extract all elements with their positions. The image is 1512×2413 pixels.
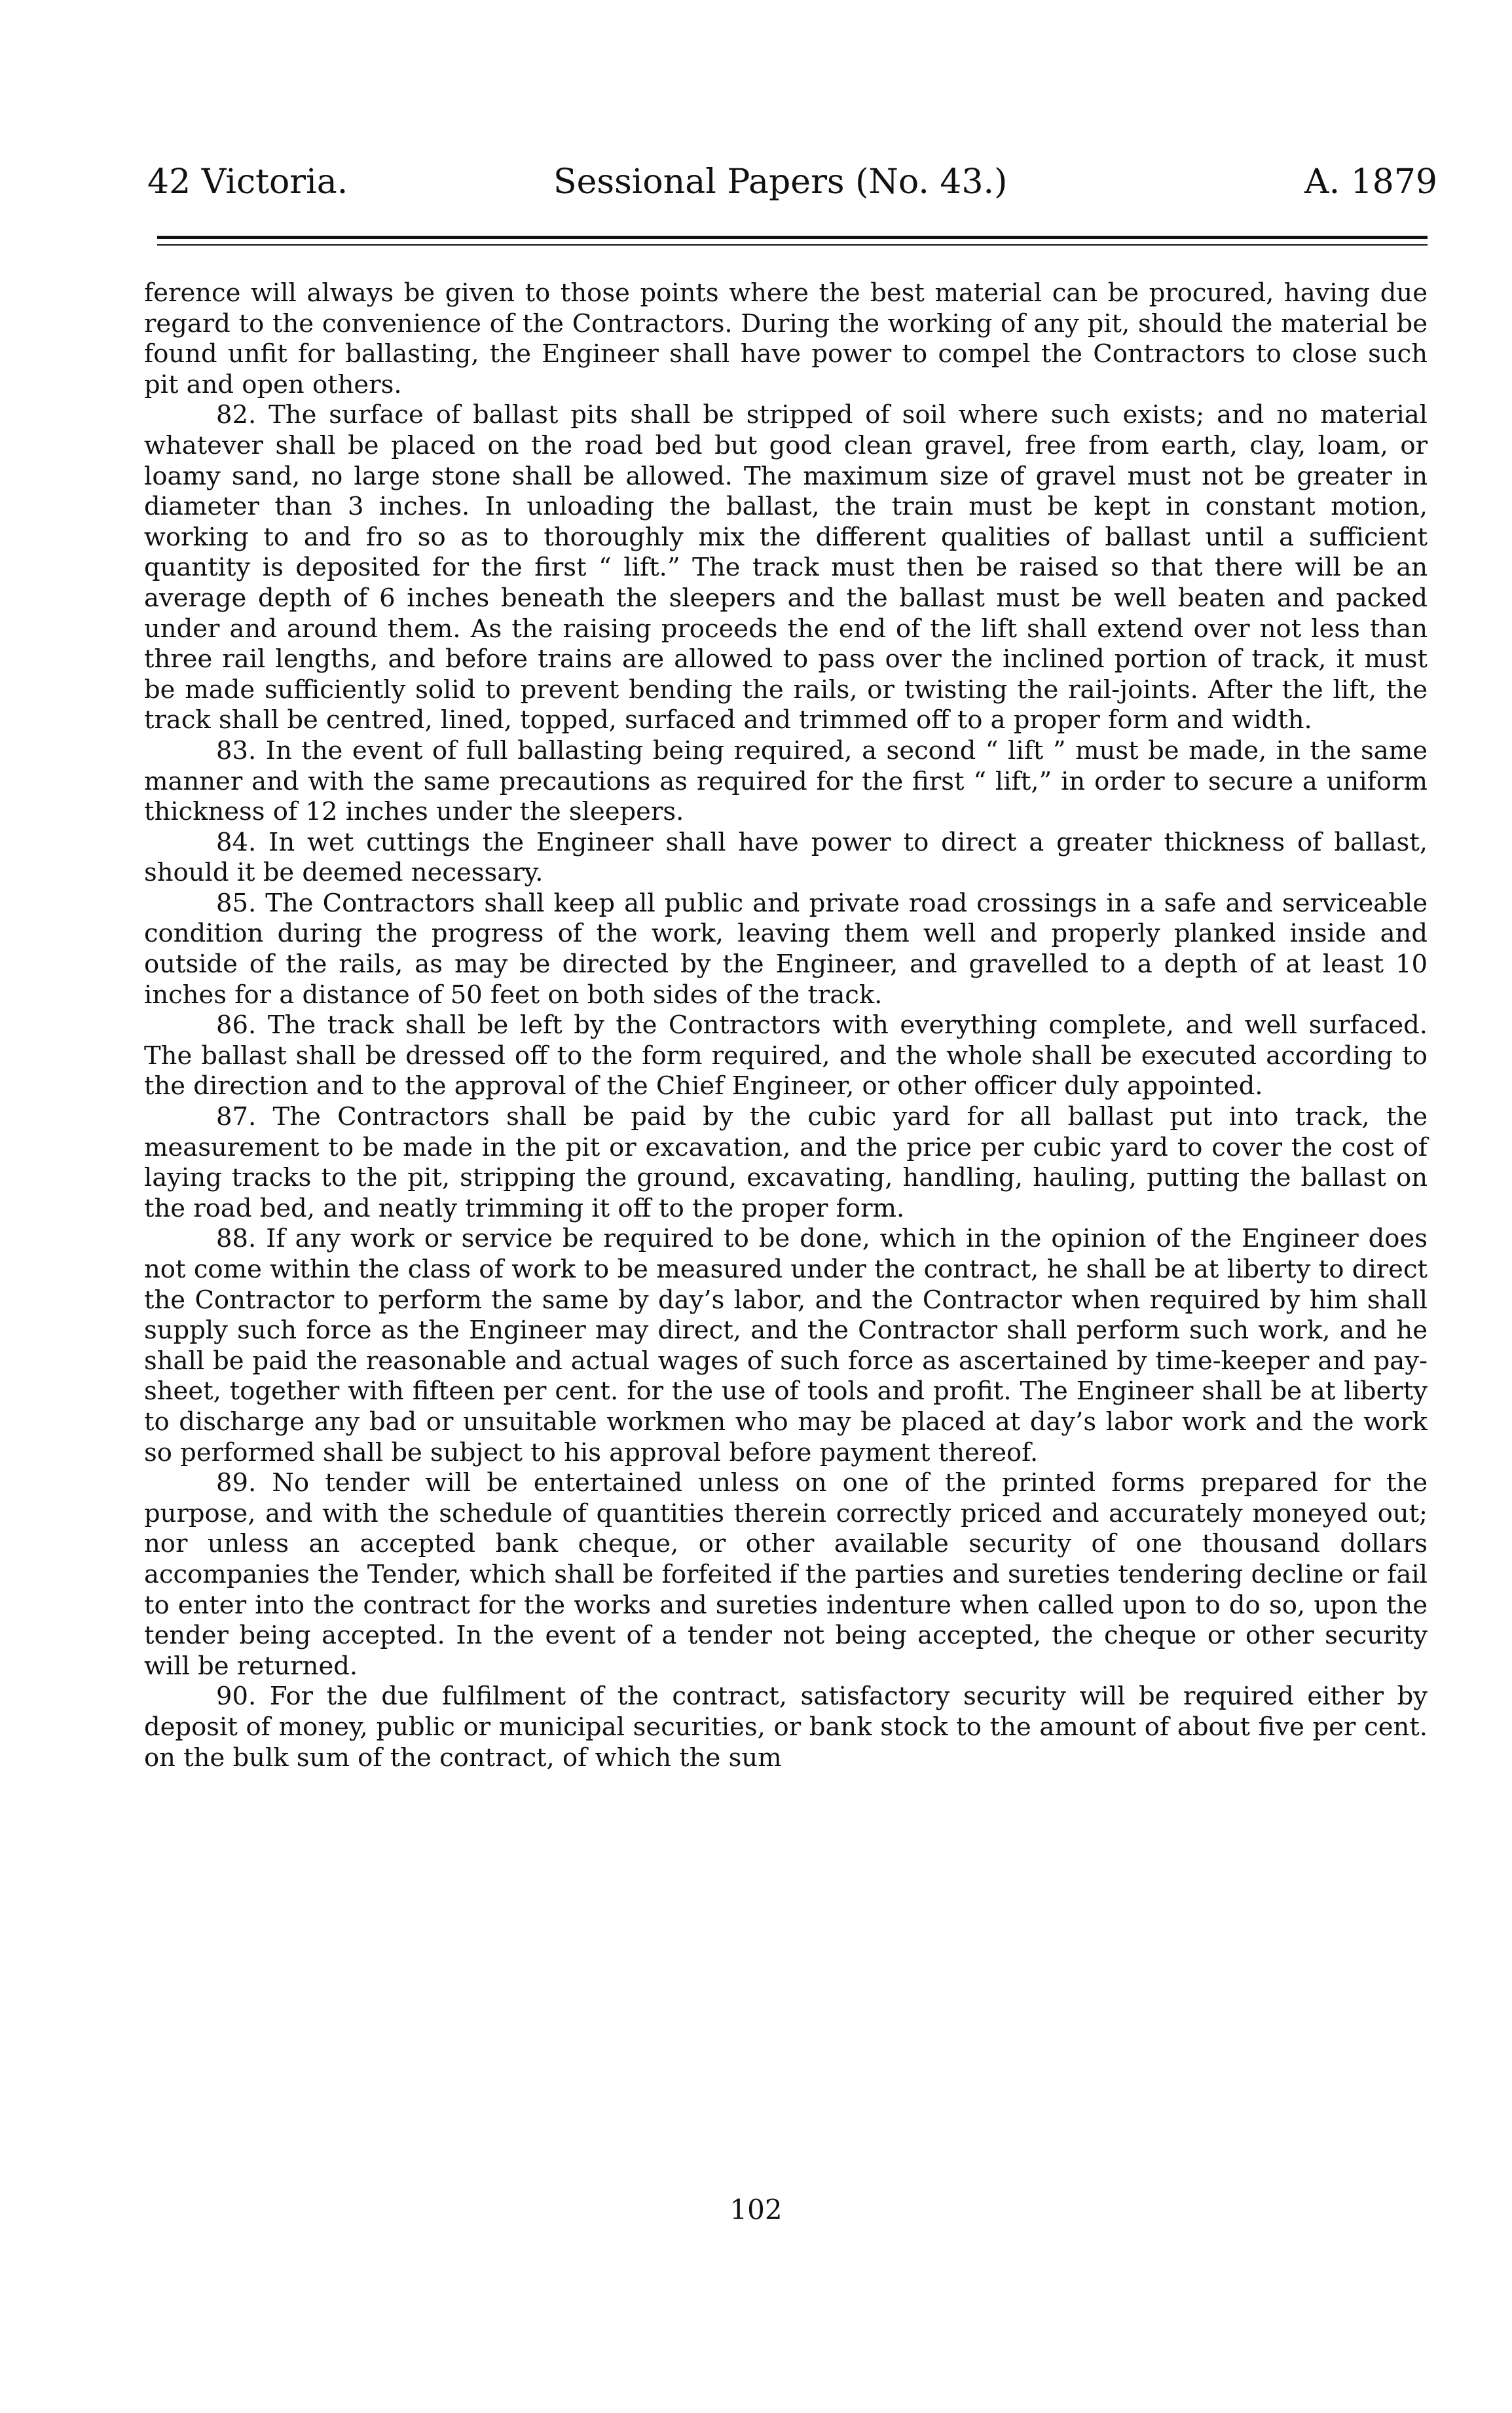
paragraph-continuation: ference will always be given to those points where the best material can be procured, having due regard to the convenience of the Contractors. During the working of any pit, should the material be found unfit for ballasting, the Engineer shall have power to compel the Contractors to close such pit and open others. xyxy=(144,278,1428,399)
header-title: Sessional Papers (No. 43.) xyxy=(553,162,1008,202)
paragraph-84: 84. In wet cuttings the Engineer shall have power to direct a greater thickness of ballast, should it be deemed necessary. xyxy=(144,827,1428,888)
paragraph-87: 87. The Contractors shall be paid by the cubic yard for all ballast put into track, the measurement to be made in the pit or excavation, and the price per cubic yard to cover the cost of laying tracks to the pit, stripping the ground, excavating, handling, hauling, putting the ballast on the road bed, and neatly trimming it off to the proper form. xyxy=(144,1102,1428,1223)
paragraph-85: 85. The Contractors shall keep all public and private road crossings in a safe and serviceable condition during the progress of the work, leaving them well and properly planked inside and outside of the rails, as may be directed by the Engineer, and gravelled to a depth of at least 10 inches for a distance of 50 feet on both sides of the track. xyxy=(144,888,1428,1010)
paragraph-90: 90. For the due fulfilment of the contract, satisfactory security will be required either by deposit of money, public or municipal securities, or bank stock to the amount of about five per cent. on the bulk sum of the contract, of which the sum xyxy=(144,1682,1428,1773)
paragraph-89: 89. No tender will be entertained unless on one of the printed forms prepared for the purpose, and with the schedule of quantities therein correctly priced and accurately moneyed out; nor unless an accepted bank cheque, or other available security of one thousand dollars accompanies the Tender, which shall be forfeited if the parties and sureties tendering decline or fail to enter into the contract for the works and sureties indenture when called upon to do so, upon the tender being accepted. In the event of a tender not being accepted, the cheque or other security will be returned. xyxy=(144,1468,1428,1681)
body-text xyxy=(144,278,1428,1773)
paragraph-86: 86. The track shall be left by the Contractors with everything complete, and well surfaced. The ballast shall be dressed off to the form required, and the whole shall be executed according to the direction and to the approval of the Chief Engineer, or other officer duly appointed. xyxy=(144,1010,1428,1101)
header-double-rule xyxy=(157,236,1428,250)
header-session: 42 Victoria. xyxy=(147,162,348,202)
header-rule-thick xyxy=(157,236,1428,239)
paragraph-83: 83. In the event of full ballasting being required, a second “ lift ” must be made, in the same manner and with the same precautions as required for the first “ lift,” in order to secure a uniform thickness of 12 inches under the sleepers. xyxy=(144,735,1428,827)
paragraph-82: 82. The surface of ballast pits shall be stripped of soil where such exists; and no material whatever shall be placed on the road bed but good clean gravel, free from earth, clay, loam, or loamy sand, no large stone shall be allowed. The maximum size of gravel must not be greater in diameter than 3 inches. In unloading the ballast, the train must be kept in constant motion, working to and fro so as to thoroughly mix the different qualities of ballast until a sufficient quantity is deposited for the first “ lift.” The track must then be raised so that there will be an average depth of 6 inches beneath the sleepers and the ballast must be well beaten and packed under and around them. As the raising proceeds the end of the lift shall extend over not less than three rail lengths, and before trains are allowed to pass over the inclined portion of track, it must be made sufficiently solid to prevent bending the rails, or twisting the rail-joints. After the lift, the track shall be centred, lined, topped, surfaced and trimmed off to a proper form and width. xyxy=(144,400,1428,735)
header-rule-thin xyxy=(157,244,1428,246)
page-number: 102 xyxy=(729,2194,783,2226)
paragraph-88: 88. If any work or service be required to be done, which in the opinion of the Engineer does not come within the class of work to be measured under the contract, he shall be at liberty to direct the Contractor to perform the same by day’s labor, and the Contractor when required by him shall supply such force as the Engineer may direct, and the Contractor shall perform such work, and he shall be paid the reasonable and actual wages of such force as ascertained by time-keeper and pay-sheet, together with fifteen per cent. for the use of tools and profit. The Engineer shall be at liberty to discharge any bad or unsuitable workmen who may be placed at day’s labor work and the work so performed shall be subject to his approval before payment thereof. xyxy=(144,1224,1428,1467)
running-header xyxy=(147,162,1437,215)
header-year: A. 1879 xyxy=(1304,162,1437,202)
